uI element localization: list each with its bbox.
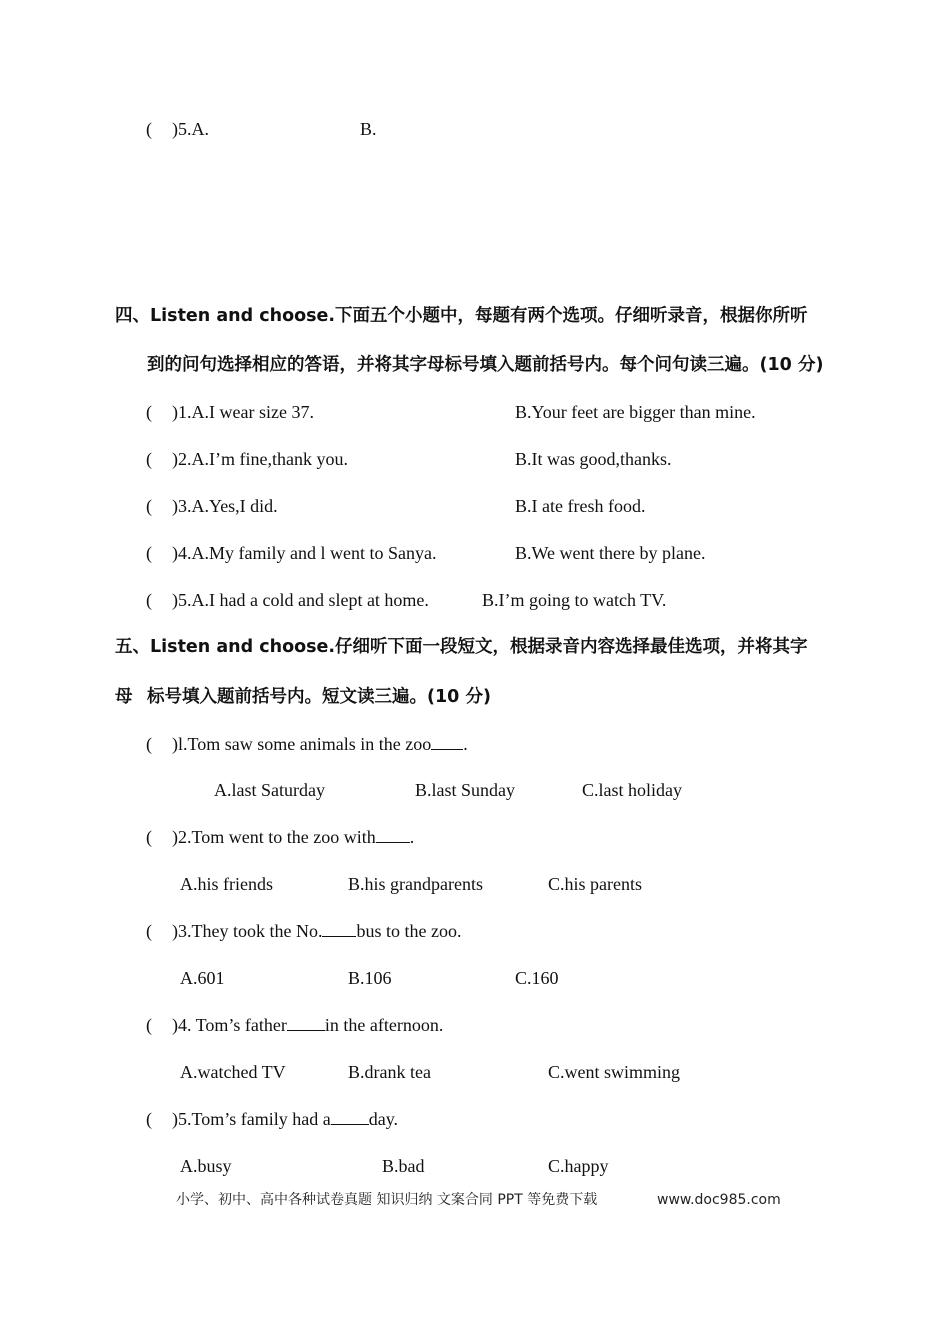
p5-q1-option-a: A.last Saturday [214, 780, 325, 800]
answer-paren: ( [146, 1015, 152, 1035]
part4-heading-line1: 四、Listen and choose.下面五个小题中，每题有两个选项。仔细听录音，根据你所听 [115, 306, 808, 326]
p4-q4-option-b: B.We went there by plane. [515, 543, 706, 563]
p5-q5-option-c: C.happy [548, 1156, 609, 1176]
p5-q5-option-b: B.bad [382, 1156, 425, 1176]
answer-paren: ( [146, 734, 152, 754]
p4-q5-option-b: B.I’m going to watch TV. [482, 590, 667, 610]
answer-paren: ( [146, 590, 152, 610]
footer-link[interactable]: www.doc985.com [657, 1192, 781, 1208]
answer-blank[interactable] [431, 747, 463, 750]
p5-q4-option-b: B.drank tea [348, 1062, 431, 1082]
p5-q1-option-c: C.last holiday [582, 780, 682, 800]
p4-q1-option-b: B.Your feet are bigger than mine. [515, 402, 756, 422]
p5-q4-stem: )4. Tom’s father in the afternoon. [172, 1015, 444, 1035]
p4-q2-option-a: )2.A.I’m fine,thank you. [172, 449, 348, 469]
answer-paren: ( [146, 543, 152, 563]
question-p3-q5-option-b: B. [360, 119, 377, 139]
p5-q3-option-c: C.160 [515, 968, 559, 988]
answer-paren: ( [146, 921, 152, 941]
p5-q1-option-b: B.last Sunday [415, 780, 516, 800]
answer-blank[interactable] [287, 1028, 325, 1031]
p4-q2-option-b: B.It was good,thanks. [515, 449, 672, 469]
part4-heading-line2: 到的问句选择相应的答语，并将其字母标号填入题前括号内。每个问句读三遍。(10 分) [147, 355, 824, 375]
answer-blank[interactable] [322, 934, 356, 937]
footer-text: 小学、初中、高中各种试卷真题 知识归纳 文案合同 PPT 等免费下载 [176, 1192, 598, 1208]
p5-q3-stem: )3.They took the No. bus to the zoo. [172, 921, 462, 941]
answer-paren: ( [146, 827, 152, 847]
p5-q2-option-c: C.his parents [548, 874, 642, 894]
p4-q5-option-a: )5.A.I had a cold and slept at home. [172, 590, 429, 610]
p5-q3-option-a: A.601 [180, 968, 225, 988]
p5-q2-option-a: A.his friends [180, 874, 273, 894]
p4-q3-option-a: )3.A.Yes,I did. [172, 496, 278, 516]
part5-heading-line2-a: 母 [115, 687, 133, 707]
answer-paren: ( [146, 496, 152, 516]
p5-q5-stem: )5.Tom’s family had a day. [172, 1109, 399, 1129]
p5-q5-option-a: A.busy [180, 1156, 232, 1176]
answer-paren: ( [146, 119, 152, 139]
answer-paren: ( [146, 449, 152, 469]
answer-paren: ( [146, 402, 152, 422]
p5-q4-option-c: C.went swimming [548, 1062, 681, 1082]
question-p3-q5-option-a: )5.A. [172, 119, 209, 139]
answer-blank[interactable] [331, 1122, 369, 1125]
answer-paren: ( [146, 1109, 152, 1129]
part5-heading-line2-b: 标号填入题前括号内。短文读三遍。(10 分) [147, 687, 491, 707]
p4-q4-option-a: )4.A.My family and l went to Sanya. [172, 543, 437, 563]
answer-blank[interactable] [376, 840, 410, 843]
part5-heading-line1: 五、Listen and choose.仔细听下面一段短文，根据录音内容选择最佳选项，并将其字 [115, 637, 808, 657]
p4-q3-option-b: B.I ate fresh food. [515, 496, 646, 516]
p5-q3-option-b: B.106 [348, 968, 392, 988]
p5-q2-stem: )2.Tom went to the zoo with . [172, 827, 415, 847]
p5-q2-option-b: B.his grandparents [348, 874, 483, 894]
p5-q1-stem: )l.Tom saw some animals in the zoo . [172, 734, 468, 754]
p5-q4-option-a: A.watched TV [180, 1062, 286, 1082]
p4-q1-option-a: )1.A.I wear size 37. [172, 402, 314, 422]
